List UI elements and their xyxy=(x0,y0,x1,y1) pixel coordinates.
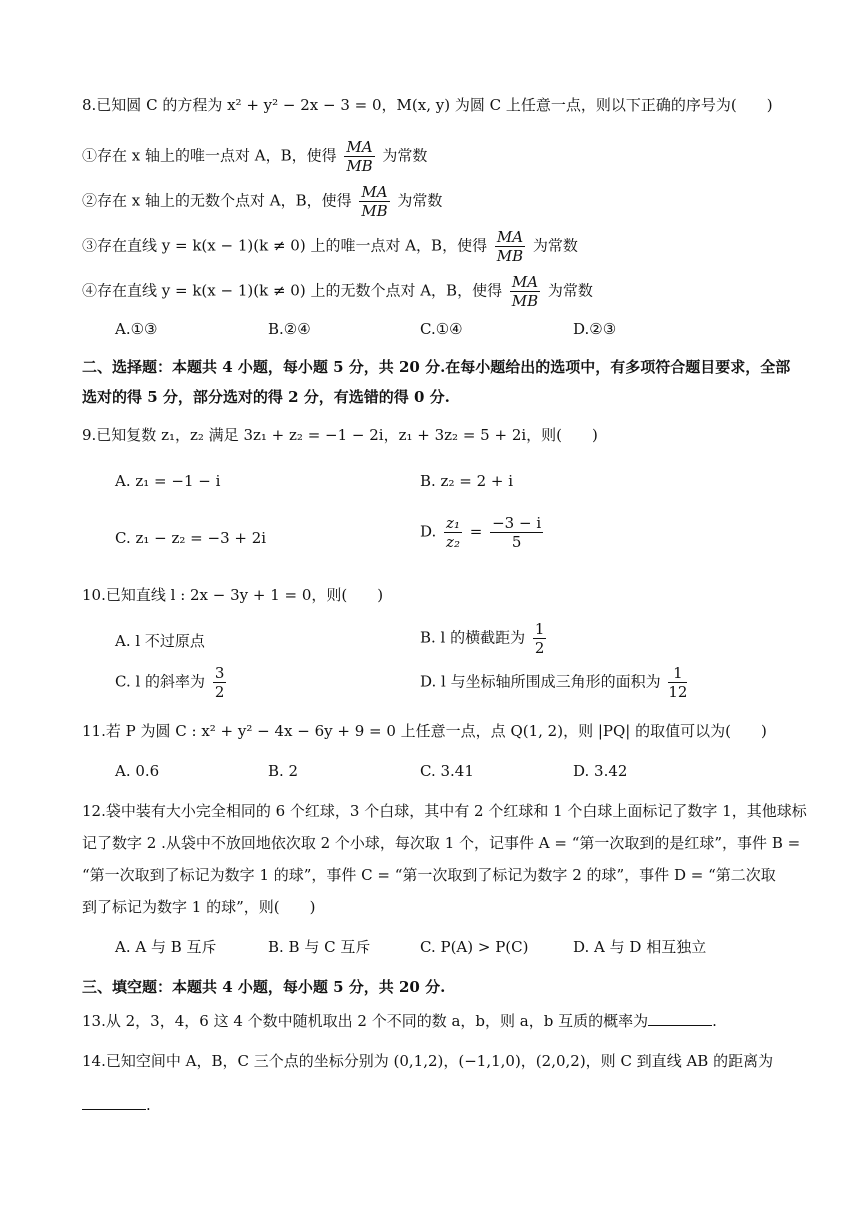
frac-den: 2 xyxy=(534,639,545,657)
q10-c-fraction xyxy=(213,664,227,701)
frac-num: MA xyxy=(361,183,388,201)
q11-option-a: A. 0.6 xyxy=(115,762,160,780)
q14-answer-blank xyxy=(82,1095,146,1110)
q8-s3-fraction xyxy=(495,228,525,265)
q9-stem: 9.已知复数 z₁，z₂ 满足 3z₁ + z₂ = −1 − 2i，z₁ + 3z₂ = 5 + 2i，则( ) xyxy=(82,426,598,444)
q10-option-b xyxy=(420,620,549,657)
q8-s4-text: ④存在直线 y = k(x − 1)(k ≠ 0) 上的无数个点对 A，B，使得 xyxy=(82,281,503,300)
q13-text: 13.从 2，3，4，6 这 4 个数中随机取出 2 个不同的数 a，b，则 a，b 互质的概率为 xyxy=(82,1012,649,1030)
q8-option-c: C.①④ xyxy=(420,320,463,338)
q8-statement-1 xyxy=(82,138,427,175)
q9-d-right-fraction xyxy=(490,514,543,551)
q8-s4-fraction xyxy=(510,273,540,310)
q8-s1-fraction xyxy=(344,138,374,175)
frac-num: MA xyxy=(496,228,524,246)
q11-option-b: B. 2 xyxy=(268,762,299,780)
q10-b-fraction xyxy=(533,620,547,657)
q9-option-b: B. z₂ = 2 + i xyxy=(420,472,514,490)
frac-num: MA xyxy=(346,138,373,156)
section3-heading: 三、填空题：本题共 4 小题，每小题 5 分，共 20 分. xyxy=(82,978,446,996)
frac-den: MB xyxy=(496,247,524,265)
frac-num: 3 xyxy=(214,664,225,682)
q8-option-a: A.①③ xyxy=(115,320,158,338)
q10-option-a: A. l 不过原点 xyxy=(115,632,205,650)
q13-period: . xyxy=(712,1012,717,1030)
q8-statement-3 xyxy=(82,228,578,265)
q8-s1-suffix: 为常数 xyxy=(382,146,428,165)
q12-option-d: D. A 与 D 相互独立 xyxy=(573,938,707,956)
q14-period: . xyxy=(146,1096,151,1114)
q14-line2 xyxy=(82,1094,151,1116)
q8-statement-2 xyxy=(82,183,442,220)
q8-s3-suffix: 为常数 xyxy=(532,236,578,255)
q8-s2-text: ②存在 x 轴上的无数个点对 A，B，使得 xyxy=(82,191,352,210)
q8-stem: 8.已知圆 C 的方程为 x² + y² − 2x − 3 = 0，M(x, y) 为圆 C 上任意一点，则以下正确的序号为( ) xyxy=(82,96,773,114)
q10-stem: 10.已知直线 l : 2x − 3y + 1 = 0，则( ) xyxy=(82,586,384,604)
q11-option-c: C. 3.41 xyxy=(420,762,474,780)
q8-statement-4 xyxy=(82,273,593,310)
q13-stem xyxy=(82,1010,717,1032)
q9-d-left-fraction xyxy=(444,514,462,551)
section2-heading-line2: 选对的得 5 分，部分选对的得 2 分，有选错的得 0 分. xyxy=(82,388,450,406)
frac-num: z₁ xyxy=(446,514,460,532)
q12-line1: 12.袋中装有大小完全相同的 6 个红球，3 个白球，其中有 2 个红球和 1 个白球上面标记了数字 1，其他球标 xyxy=(82,802,807,820)
q8-s2-fraction xyxy=(359,183,389,220)
frac-num: MA xyxy=(511,273,539,291)
q10-d-fraction xyxy=(668,664,687,701)
q8-s4-suffix: 为常数 xyxy=(547,281,593,300)
q10-option-c xyxy=(115,664,229,701)
q12-option-b: B. B 与 C 互斥 xyxy=(268,938,371,956)
frac-den: 2 xyxy=(214,683,225,701)
q10-b-text: B. l 的横截距为 xyxy=(420,628,526,647)
q12-line4: 到了标记为数字 1 的球”，则( ) xyxy=(82,898,316,916)
q8-option-b: B.②④ xyxy=(268,320,311,338)
q10-option-d xyxy=(420,664,690,701)
q9-d-label: D. xyxy=(420,522,437,541)
q8-s3-text: ③存在直线 y = k(x − 1)(k ≠ 0) 上的唯一点对 A，B，使得 xyxy=(82,236,488,255)
q11-stem: 11.若 P 为圆 C : x² + y² − 4x − 6y + 9 = 0 上任意一点，点 Q(1, 2)，则 |PQ| 的取值可以为( ) xyxy=(82,722,767,740)
section2-heading-line1: 二、选择题：本题共 4 小题，每小题 5 分，共 20 分.在每小题给出的选项中，有多项符合题目要求，全部 xyxy=(82,358,791,376)
q10-d-text: D. l 与坐标轴所围成三角形的面积为 xyxy=(420,672,661,691)
q9-option-d xyxy=(420,514,546,551)
q8-option-d: D.②③ xyxy=(573,320,617,338)
q14-line1: 14.已知空间中 A，B，C 三个点的坐标分别为 (0,1,2)，(−1,1,0)，(2,0,2)，则 C 到直线 AB 的距离为 xyxy=(82,1052,774,1070)
frac-den: 5 xyxy=(511,533,522,551)
q11-option-d: D. 3.42 xyxy=(573,762,628,780)
q12-line2: 记了数字 2 .从袋中不放回地依次取 2 个小球，每次取 1 个，记事件 A = “第一次取到的是红球”，事件 B = xyxy=(82,834,801,852)
q8-s1-text: ①存在 x 轴上的唯一点对 A，B，使得 xyxy=(82,146,337,165)
frac-num: 1 xyxy=(534,620,545,638)
frac-num: −3 − i xyxy=(492,514,542,532)
frac-num: 1 xyxy=(668,664,687,683)
q9-option-c: C. z₁ − z₂ = −3 + 2i xyxy=(115,529,267,547)
q10-c-text: C. l 的斜率为 xyxy=(115,672,206,691)
frac-den: 12 xyxy=(668,683,688,701)
q12-option-a: A. A 与 B 互斥 xyxy=(115,938,217,956)
frac-den: z₂ xyxy=(446,533,460,551)
q8-s2-suffix: 为常数 xyxy=(397,191,443,210)
q9-d-equals: = xyxy=(469,522,483,541)
q13-answer-blank xyxy=(648,1011,712,1026)
q12-option-c: C. P(A) > P(C) xyxy=(420,938,529,956)
frac-den: MB xyxy=(346,157,373,175)
frac-den: MB xyxy=(511,292,539,310)
q9-option-a: A. z₁ = −1 − i xyxy=(115,472,221,490)
q12-line3: “第一次取到了标记为数字 1 的球”，事件 C = “第一次取到了标记为数字 2 的球”，事件 D = “第二次取 xyxy=(82,866,776,884)
frac-den: MB xyxy=(361,202,388,220)
